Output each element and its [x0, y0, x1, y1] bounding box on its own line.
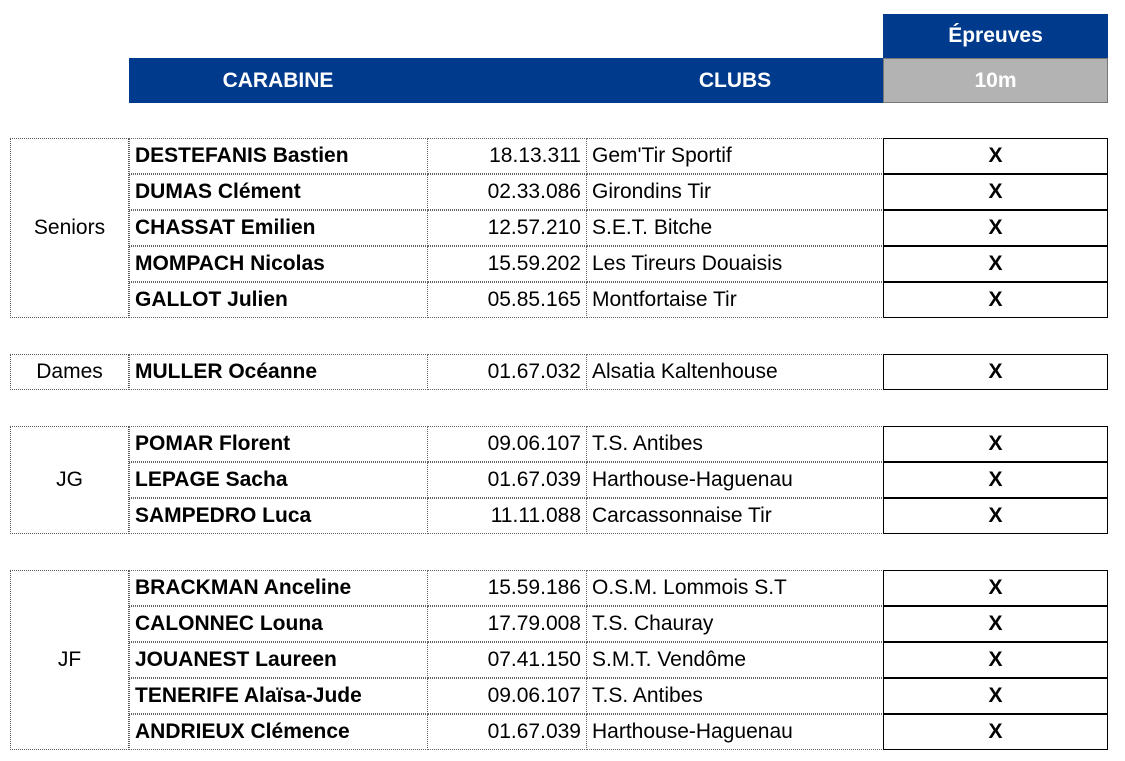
club-name: Harthouse-Haguenau: [586, 462, 884, 498]
table-row: [129, 606, 1108, 642]
event-mark: X: [883, 714, 1108, 750]
athlete-name: JOUANEST Laureen: [129, 642, 428, 678]
license-number: 05.85.165: [427, 282, 587, 318]
license-number: 18.13.311: [427, 138, 587, 174]
group-dames: [10, 354, 1108, 390]
club-name: Girondins Tir: [586, 174, 884, 210]
table-row: [129, 678, 1108, 714]
table-row: [129, 498, 1108, 534]
athlete-name: BRACKMAN Anceline: [129, 570, 428, 606]
license-number: 11.11.088: [427, 498, 587, 534]
event-mark: X: [883, 210, 1108, 246]
table-row: [129, 282, 1108, 318]
license-number: 15.59.202: [427, 246, 587, 282]
athlete-name: GALLOT Julien: [129, 282, 428, 318]
athlete-name: CHASSAT Emilien: [129, 210, 428, 246]
athlete-name: LEPAGE Sacha: [129, 462, 428, 498]
athlete-name: TENERIFE Alaïsa-Jude: [129, 678, 428, 714]
event-mark: X: [883, 174, 1108, 210]
event-mark: X: [883, 246, 1108, 282]
table-row: [129, 354, 1108, 390]
license-number: 15.59.186: [427, 570, 587, 606]
table-row: [129, 138, 1108, 174]
main-header-bar: [129, 58, 883, 103]
event-mark: X: [883, 498, 1108, 534]
license-number: 12.57.210: [427, 210, 587, 246]
club-name: Alsatia Kaltenhouse: [586, 354, 884, 390]
club-name: Carcassonnaise Tir: [586, 498, 884, 534]
club-name: T.S. Antibes: [586, 426, 884, 462]
event-mark: X: [883, 354, 1108, 390]
license-number: 09.06.107: [427, 426, 587, 462]
athlete-name: DUMAS Clément: [129, 174, 428, 210]
table-row: [129, 210, 1108, 246]
club-name: Montfortaise Tir: [586, 282, 884, 318]
category-label: JF: [10, 570, 129, 750]
athlete-name: MULLER Océanne: [129, 354, 428, 390]
event-mark: X: [883, 462, 1108, 498]
category-label: Dames: [10, 354, 129, 390]
club-name: Les Tireurs Douaisis: [586, 246, 884, 282]
athlete-name: MOMPACH Nicolas: [129, 246, 428, 282]
athlete-name: ANDRIEUX Clémence: [129, 714, 428, 750]
license-number: 07.41.150: [427, 642, 587, 678]
group-seniors: [10, 138, 1108, 318]
event-mark: X: [883, 426, 1108, 462]
club-name: O.S.M. Lommois S.T: [586, 570, 884, 606]
event-mark: X: [883, 642, 1108, 678]
event-mark: X: [883, 570, 1108, 606]
athlete-name: POMAR Florent: [129, 426, 428, 462]
license-number: 01.67.032: [427, 354, 587, 390]
club-name: S.M.T. Vendôme: [586, 642, 884, 678]
license-number: 01.67.039: [427, 714, 587, 750]
group-jf: [10, 570, 1108, 750]
table-row: [129, 462, 1108, 498]
club-name: Gem'Tir Sportif: [586, 138, 884, 174]
event-mark: X: [883, 282, 1108, 318]
category-label: JG: [10, 426, 129, 534]
athlete-name: CALONNEC Louna: [129, 606, 428, 642]
club-name: Harthouse-Haguenau: [586, 714, 884, 750]
epreuves-header: Épreuves: [883, 14, 1108, 58]
category-label: Seniors: [10, 138, 129, 318]
athlete-name: DESTEFANIS Bastien: [129, 138, 428, 174]
license-number: 02.33.086: [427, 174, 587, 210]
table-row: [129, 246, 1108, 282]
table-row: [129, 570, 1108, 606]
event-mark: X: [883, 138, 1108, 174]
license-number: 17.79.008: [427, 606, 587, 642]
table-row: [129, 426, 1108, 462]
license-number: 01.67.039: [427, 462, 587, 498]
club-name: T.S. Chauray: [586, 606, 884, 642]
club-name: S.E.T. Bitche: [586, 210, 884, 246]
event-mark: X: [883, 678, 1108, 714]
group-jg: [10, 426, 1108, 534]
athlete-name: SAMPEDRO Luca: [129, 498, 428, 534]
carabine-header: CARABINE: [222, 68, 334, 92]
license-number: 09.06.107: [427, 678, 587, 714]
table-row: [129, 642, 1108, 678]
table-row: [129, 714, 1108, 750]
event-10m-header: 10m: [883, 58, 1108, 103]
event-mark: X: [883, 606, 1108, 642]
club-name: T.S. Antibes: [586, 678, 884, 714]
clubs-header: CLUBS: [698, 68, 772, 92]
table-row: [129, 174, 1108, 210]
